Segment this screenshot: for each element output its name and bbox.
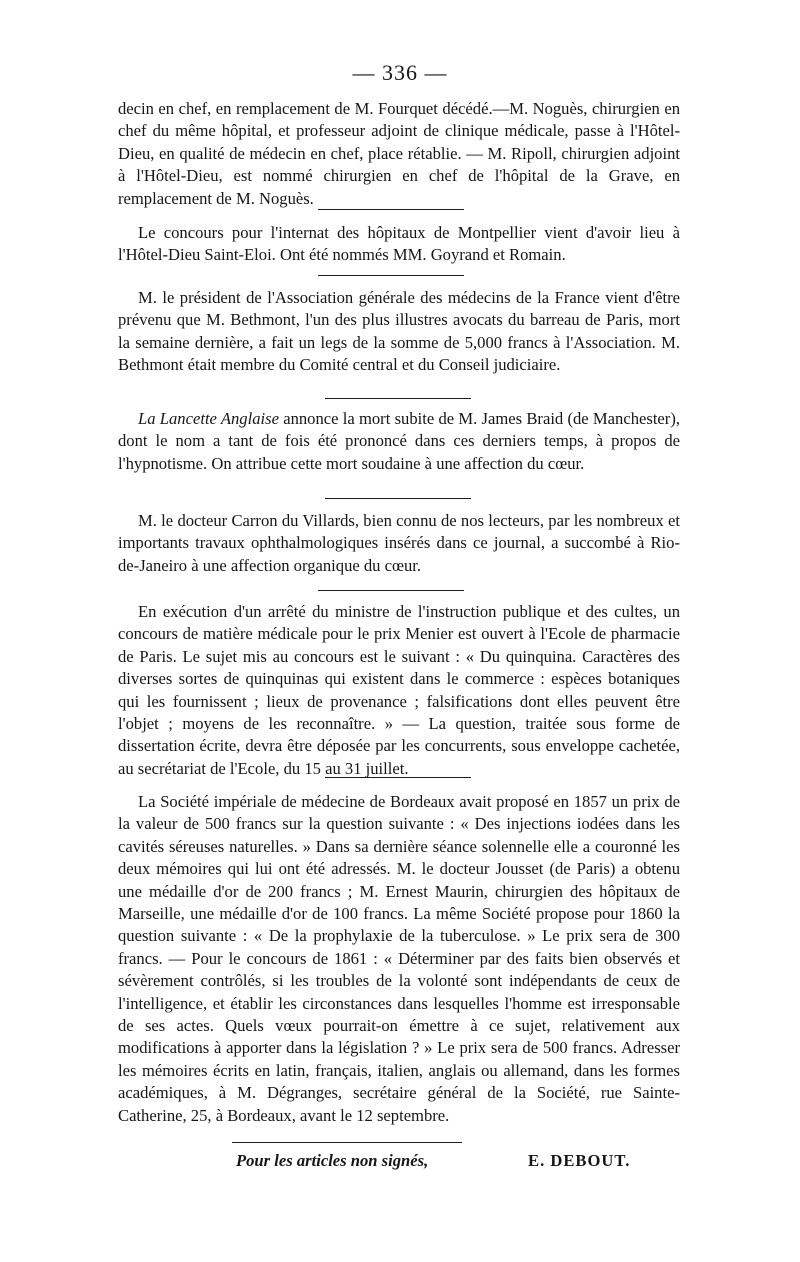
section-divider [318,275,464,276]
news-item-text: decin en chef, en remplacement de M. Fourquet décédé.—M. Noguès, chirurgien en chef du même hôpital, et professeur adjoint de clinique médicale, passe à l'Hôtel-Dieu, en qualité de médecin en chef, place rétablie. — M. Ripoll, chirurgien adjoint à l'Hôtel-Dieu, est nommé chirurgien en chef de l'hôpital de la Grave, en remplacement de M. Noguès. [118,99,680,208]
page-number: — 336 — [352,60,448,85]
section-divider [318,209,464,210]
news-item-text: M. le président de l'Association générale des médecins de la France vient d'être prévenu que M. Bethmont, l'un des plus illustres avocats du barreau de Paris, mort la semaine dernière, a fait un legs de la somme de 5,000 francs à l'Association. M. Bethmont était membre du Comité central et du Conseil judiciaire. [118,288,680,375]
news-item-internat-montpellier [118,222,680,267]
news-item-societe-bordeaux [118,791,680,1127]
news-item-body: annonce la mort subite de M. James Braid (de Manchester), dont le nom a tant de fois été prononcé dans ces derniers temps, à propos de l'hypnotisme. On attribue cette mort soudaine à une affection du cœur. [118,409,681,473]
section-divider [325,398,471,399]
news-item-nominations-toulouse [118,98,680,210]
section-divider [325,777,471,778]
news-item-text: En exécution d'un arrêté du ministre de l'instruction publique et des cultes, un concours de matière médicale pour le prix Menier est ouvert à l'Ecole de pharmacie de Paris. Le sujet mis au concours est le suivant : « Du quinquina. Caractères des diverses sortes de quinquinas qui existent dans le commerce : espèces botaniques qui les fournissent ; lieux de provenance ; falsifications dont elles peuvent être l'objet ; moyens de les reconnaître. » — La question, traitée sous forme de dissertation écrite, devra être déposée par les concurrents, sous enveloppe cachetée, au secrétariat de l'Ecole, du 15 au 31 juillet. [118,602,680,778]
news-item-text: M. le docteur Carron du Villards, bien connu de nos lecteurs, par les nombreux et importants travaux ophthalmologiques insérés dans ce journal, a succombé à Rio-de-Janeiro à une affection organique du cœur. [118,511,680,575]
news-item-carron-du-villards [118,510,680,577]
news-item-text [118,408,680,475]
news-item-text: Le concours pour l'internat des hôpitaux de Montpellier vient d'avoir lieu à l'Hôtel-Dieu Saint-Eloi. Ont été nommés MM. Goyrand et Romain. [118,223,680,265]
section-divider [318,590,464,591]
news-item-mort-braid [118,408,680,475]
news-item-legs-bethmont [118,287,680,377]
section-divider [325,498,471,499]
unsigned-articles-note: Pour les articles non signés, [236,1151,429,1170]
footer-divider [232,1142,462,1143]
editor-signature: E. DEBOUT. [528,1151,631,1170]
news-item-text: La Société impériale de médecine de Bordeaux avait proposé en 1857 un prix de la valeur de 500 francs sur la question suivante : « Des injections iodées dans les cavités séreuses naturelles. » Dans sa dernière séance solennelle elle a couronné les deux mémoires qui lui ont été adressés. M. le docteur Jousset (de Paris) a obtenu une médaille d'or de 200 francs ; M. Ernest Maurin, chirurgien des hôpitaux de Marseille, une médaille d'or de 100 francs. La même Société propose pour 1860 la question suivante : « De la prophylaxie de la tuberculose. » Le prix sera de 300 francs. — Pour le concours de 1861 : « Déterminer par des faits bien observés et sévèrement contrôlés, si les troubles de la volonté sont indépendants de ceux de l'intelligence, et établir les circonstances dans lesquelles l'homme est irresponsable de ses actes. Quels vœux pourrait-on émettre à ce sujet, relativement aux modifications à apporter dans la législation ? » Le prix sera de 500 francs. Adresser les mémoires écrits en latin, français, italien, anglais ou allemand, dans les formes académiques, à M. Dégranges, secrétaire général de la Société, rue Sainte-Catherine, 25, à Bordeaux, avant le 12 septembre. [118,792,680,1125]
journal-title: La Lancette Anglaise [138,409,279,428]
news-item-prix-menier [118,601,680,780]
